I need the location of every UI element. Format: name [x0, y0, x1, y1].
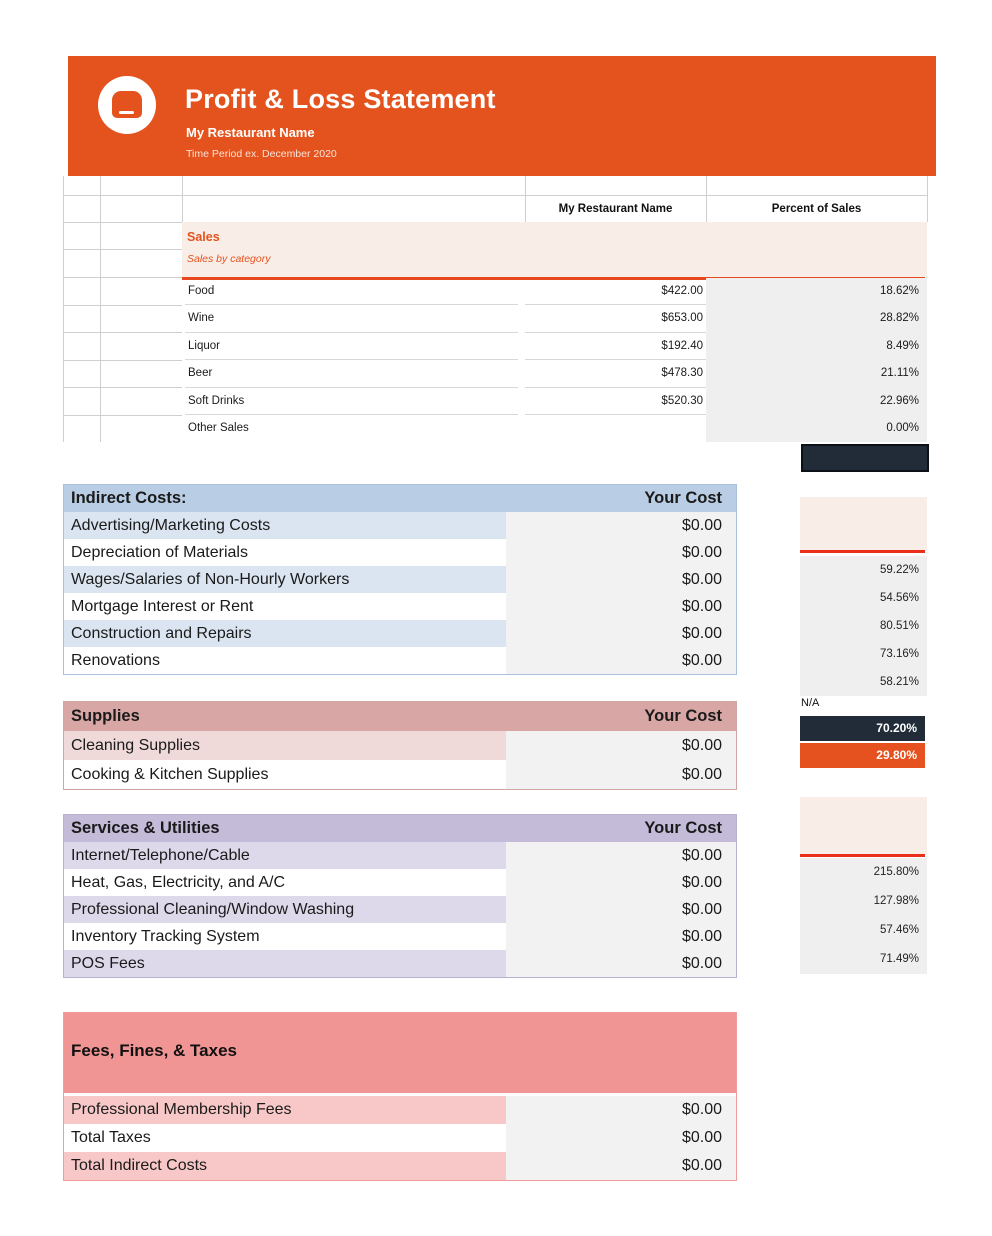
cost-row-value-cell[interactable]: $0.00 — [506, 647, 736, 674]
cost-row-label: Total Indirect Costs — [71, 1157, 208, 1174]
table-title: Services & Utilities — [71, 819, 220, 837]
cost-row-value-cell[interactable]: $0.00 — [506, 869, 736, 896]
na-cell: N/A — [801, 697, 820, 709]
sales-row-label: Other Sales — [188, 422, 249, 434]
percent-cell: 58.21% — [879, 676, 919, 688]
table-title: Fees, Fines, & Taxes — [71, 1041, 237, 1060]
cost-row-label: Renovations — [71, 652, 160, 669]
cost-row-value-cell[interactable]: $0.00 — [506, 923, 736, 950]
cost-row-label: Construction and Repairs — [71, 625, 252, 642]
table-row — [64, 950, 736, 977]
sales-section-band — [182, 222, 927, 277]
cost-row-value-cell[interactable]: $0.00 — [506, 896, 736, 923]
cost-row-label: Wages/Salaries of Non-Hourly Workers — [71, 571, 350, 588]
restaurant-name: My Restaurant Name — [186, 125, 315, 140]
sales-section-subtitle: Sales by category — [187, 253, 271, 265]
sales-row-value-cell[interactable]: $478.30 — [525, 360, 706, 387]
table-row — [63, 360, 927, 387]
cost-row-label: Internet/Telephone/Cable — [71, 847, 250, 864]
percent-cell: 73.16% — [879, 648, 919, 660]
cost-row-value-cell[interactable]: $0.00 — [506, 593, 736, 620]
sales-row-percent-cell: 21.11% — [706, 360, 927, 387]
table-row — [64, 620, 736, 647]
table-row — [64, 512, 736, 539]
sales-row-label: Soft Drinks — [185, 388, 518, 415]
sales-row-label: Wine — [185, 305, 518, 332]
table-row — [64, 923, 736, 950]
cost-row-value-cell[interactable]: $0.00 — [506, 620, 736, 647]
profit-percent-value: 29.80% — [876, 748, 917, 762]
cost-row-label: Professional Membership Fees — [71, 1101, 292, 1118]
cost-row-value-cell[interactable]: $0.00 — [506, 1096, 736, 1124]
percent-cell: 127.98% — [873, 895, 919, 907]
percent-cell: 54.56% — [879, 592, 919, 604]
section-band-fragment — [800, 797, 927, 854]
table-row — [63, 305, 927, 332]
table-header-row — [64, 485, 736, 512]
cost-row-label: Depreciation of Materials — [71, 544, 248, 561]
sales-row-value-cell[interactable]: $653.00 — [525, 305, 706, 332]
percent-cell: 71.49% — [879, 953, 919, 965]
sales-row-label: Food — [185, 278, 518, 305]
your-cost-header: Your Cost — [644, 819, 722, 837]
cost-row-label: Heat, Gas, Electricity, and A/C — [71, 874, 286, 891]
gridline — [927, 176, 928, 222]
table-header-row — [64, 702, 736, 731]
table-title: Supplies — [71, 707, 140, 725]
sales-row-label: Beer — [185, 360, 518, 387]
column-header-restaurant: My Restaurant Name — [558, 203, 673, 215]
sales-row-value-cell[interactable]: $422.00 — [525, 278, 706, 305]
cost-row-label: Cooking & Kitchen Supplies — [71, 766, 269, 783]
your-cost-header: Your Cost — [644, 707, 722, 725]
total-cost-percent-value: 70.20% — [876, 721, 917, 735]
sales-row-percent-cell: 8.49% — [706, 333, 927, 360]
cost-row-label: POS Fees — [71, 955, 145, 972]
cost-row-value-cell[interactable]: $0.00 — [506, 539, 736, 566]
cost-row-label: Cleaning Supplies — [71, 737, 200, 754]
table-row — [64, 760, 736, 789]
sales-row-value-cell[interactable] — [525, 415, 706, 441]
sales-row-value-cell[interactable]: $520.30 — [525, 388, 706, 415]
supplies-table — [63, 701, 737, 790]
time-period: Time Period ex. December 2020 — [186, 148, 337, 160]
sales-section-title: Sales — [187, 230, 220, 244]
indirect-costs-table — [63, 484, 737, 675]
table-row — [63, 388, 927, 415]
column-header-percent: Percent of Sales — [771, 203, 862, 215]
table-row — [64, 647, 736, 674]
section-underline-rule — [800, 854, 925, 857]
header-banner — [68, 56, 936, 176]
table-header-row — [64, 815, 736, 842]
gridline — [63, 249, 182, 250]
cost-row-value-cell[interactable]: $0.00 — [506, 842, 736, 869]
cost-row-label: Advertising/Marketing Costs — [71, 517, 271, 534]
percent-cell: 215.80% — [873, 866, 919, 878]
percent-cell: 80.51% — [879, 620, 919, 632]
cost-row-label: Professional Cleaning/Window Washing — [71, 901, 355, 918]
percent-cell: 59.22% — [879, 564, 919, 576]
table-row — [64, 1152, 736, 1180]
cost-row-label: Total Taxes — [71, 1129, 151, 1146]
sales-row-percent-cell: 22.96% — [706, 388, 927, 415]
cost-row-value-cell[interactable]: $0.00 — [506, 760, 736, 789]
total-cost-percent-bar — [800, 716, 925, 741]
table-row — [64, 1096, 736, 1124]
cost-row-value-cell[interactable]: $0.00 — [506, 1152, 736, 1180]
percent-cell: 57.46% — [879, 924, 919, 936]
sales-row-percent-cell: 28.82% — [706, 305, 927, 332]
toast-logo-icon — [98, 76, 156, 134]
fees-fines-taxes-table — [63, 1012, 737, 1181]
sales-row-percent-cell: 0.00% — [706, 415, 927, 442]
table-row — [64, 842, 736, 869]
services-utilities-table — [63, 814, 737, 978]
table-row — [64, 593, 736, 620]
page-title: Profit & Loss Statement — [185, 84, 496, 114]
table-title: Indirect Costs: — [71, 489, 187, 507]
sales-row-percent-cell: 18.62% — [706, 278, 927, 305]
table-row — [63, 333, 927, 360]
sales-row-value-cell[interactable]: $192.40 — [525, 333, 706, 360]
cost-row-value-cell[interactable]: $0.00 — [506, 731, 736, 760]
profit-percent-bar — [800, 743, 925, 768]
section-band-fragment — [800, 497, 927, 550]
cost-row-value-cell[interactable]: $0.00 — [506, 950, 736, 977]
table-row — [64, 731, 736, 760]
table-row — [64, 869, 736, 896]
your-cost-header: Your Cost — [644, 489, 722, 507]
cost-row-label: Inventory Tracking System — [71, 928, 260, 945]
table-header-block — [64, 1013, 736, 1093]
table-row — [63, 278, 927, 305]
table-row — [64, 566, 736, 593]
percent-column-block — [800, 556, 927, 696]
section-underline-rule — [800, 550, 925, 553]
table-row — [64, 1124, 736, 1152]
table-row — [64, 896, 736, 923]
cost-row-value-cell[interactable]: $0.00 — [506, 566, 736, 593]
selected-empty-cell[interactable] — [801, 444, 929, 472]
cost-row-label: Mortgage Interest or Rent — [71, 598, 254, 615]
table-row — [63, 415, 927, 442]
table-row — [64, 539, 736, 566]
cost-row-value-cell[interactable]: $0.00 — [506, 512, 736, 539]
cost-row-value-cell[interactable]: $0.00 — [506, 1124, 736, 1152]
sales-row-label: Liquor — [185, 333, 518, 360]
percent-column-block — [800, 858, 927, 974]
